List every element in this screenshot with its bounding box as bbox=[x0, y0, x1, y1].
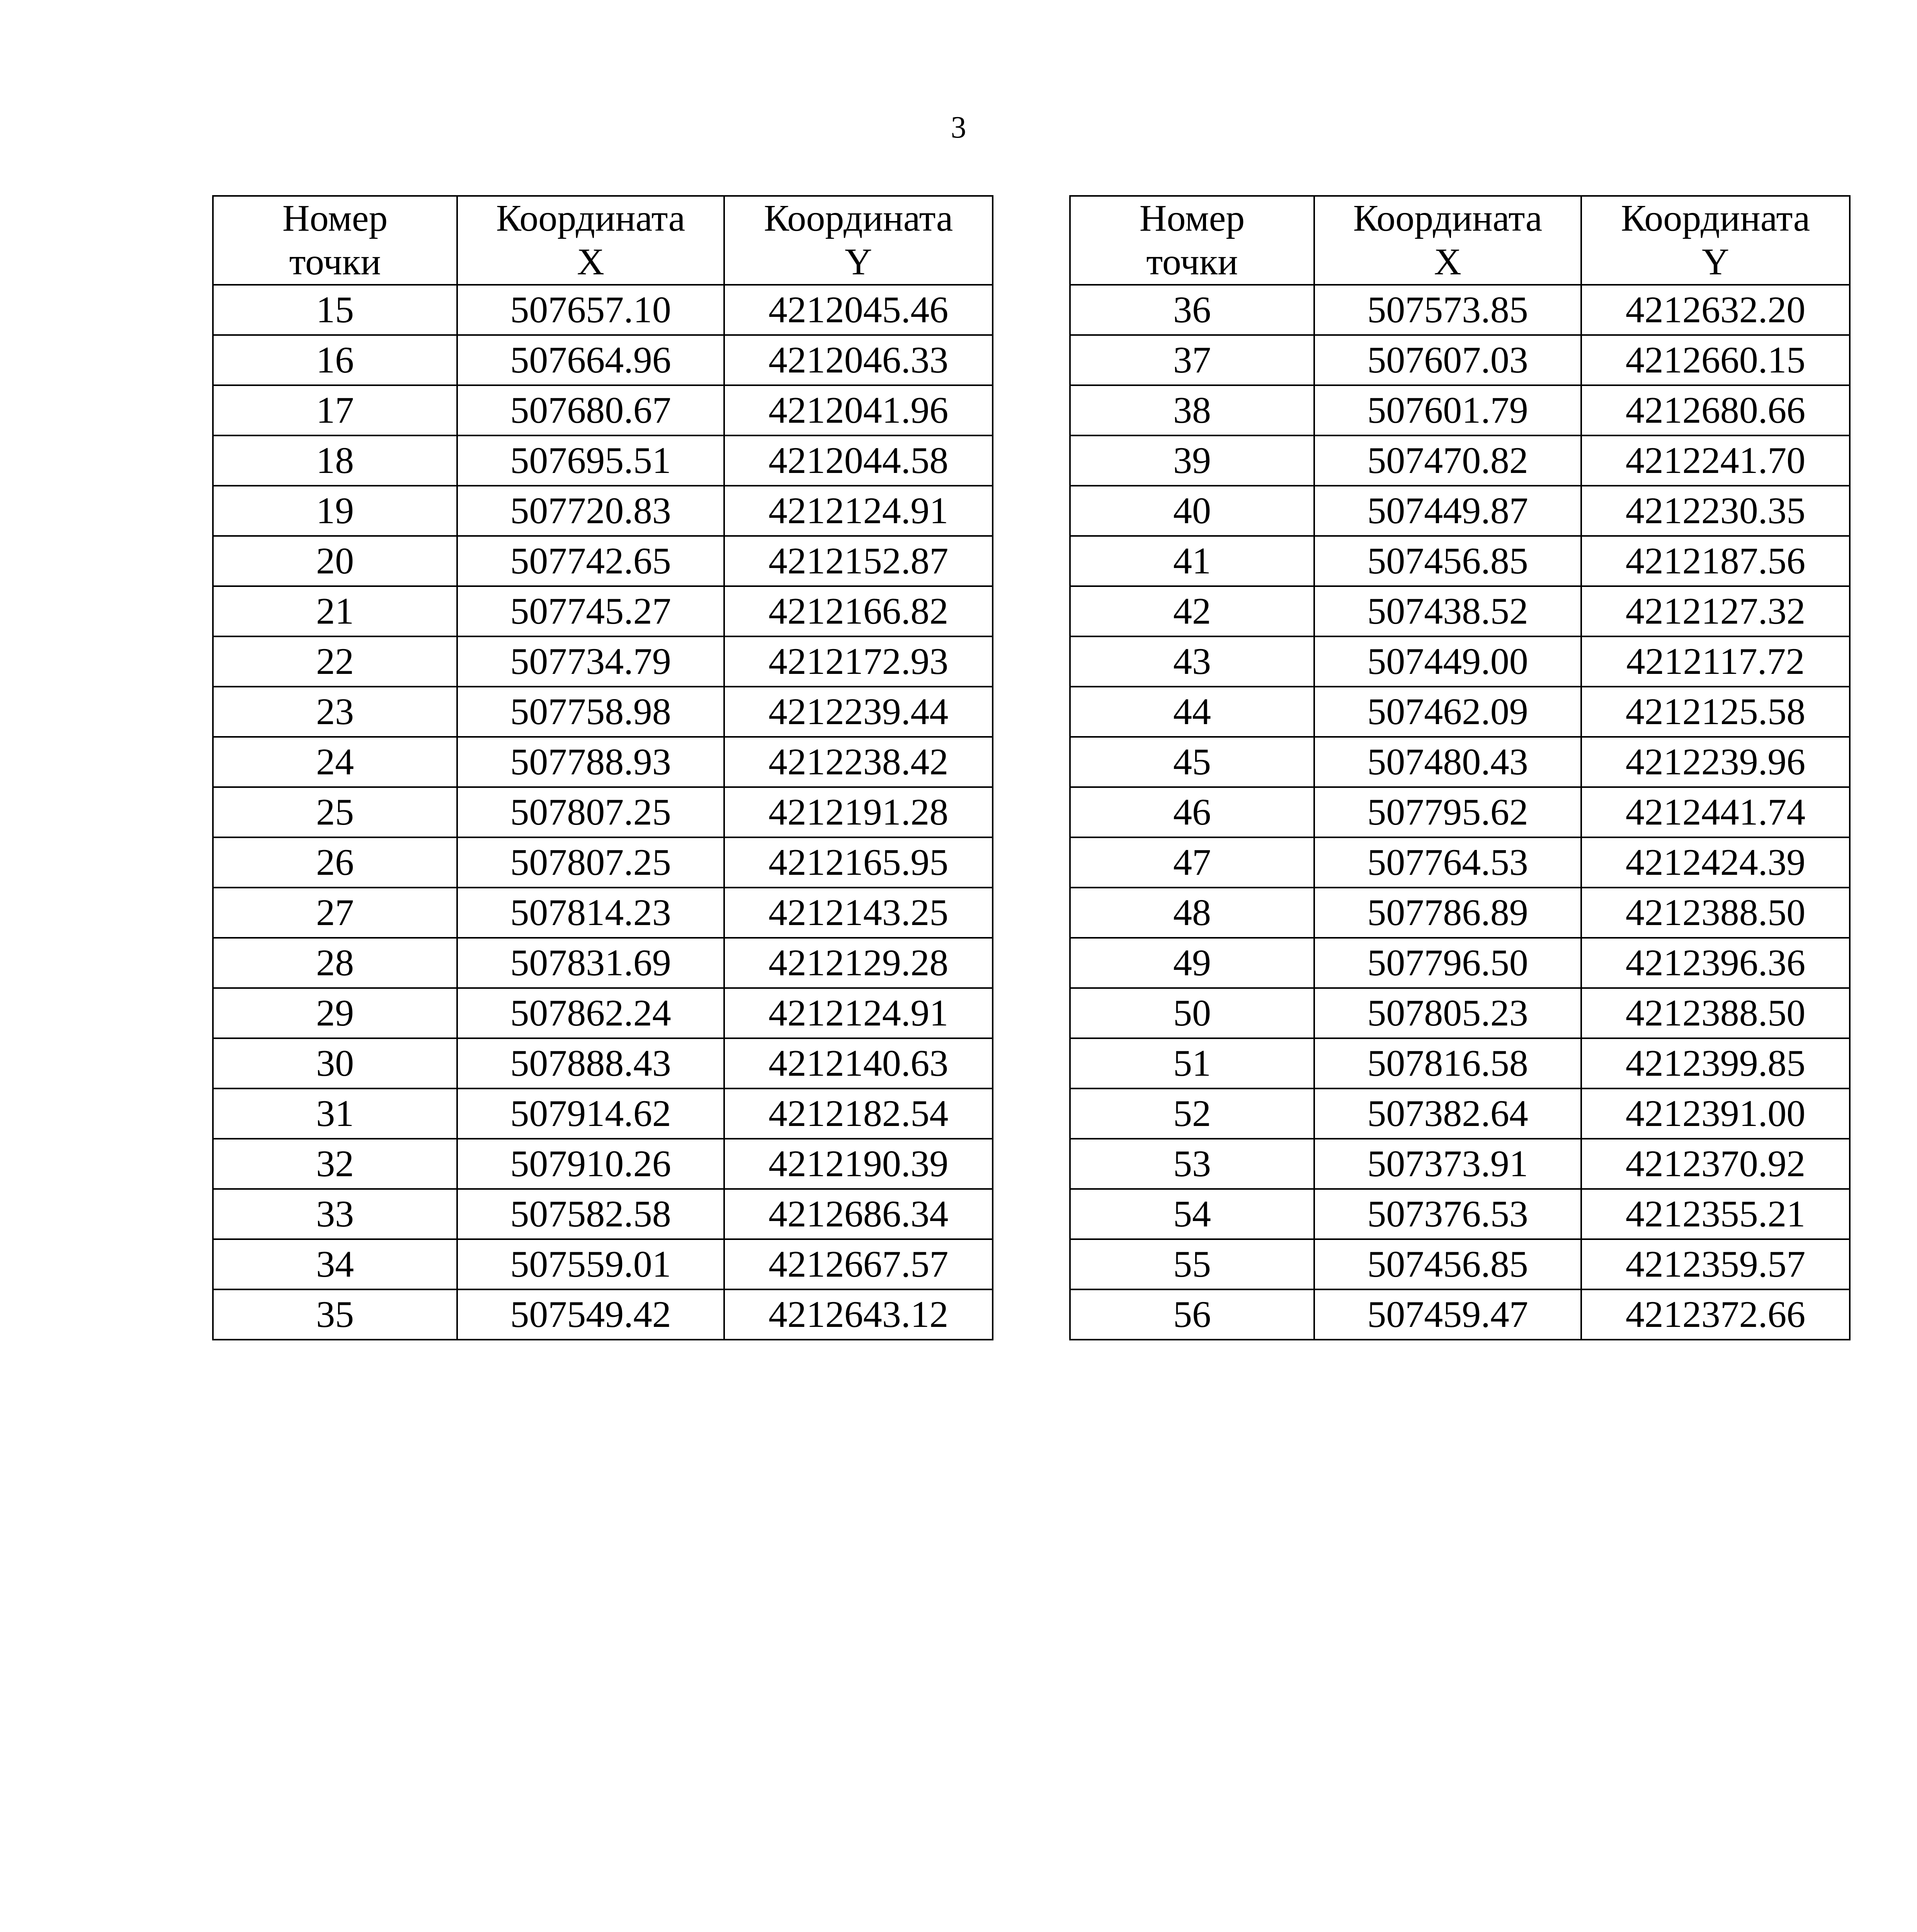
header-text: X bbox=[577, 241, 604, 283]
coordinate-y-cell: 4212441.74 bbox=[1581, 787, 1850, 837]
coordinate-x-cell: 507796.50 bbox=[1314, 938, 1581, 988]
table-row bbox=[213, 988, 993, 1038]
coordinate-x-cell: 507795.62 bbox=[1314, 787, 1581, 837]
table-row bbox=[213, 1088, 993, 1139]
coordinate-y-cell: 4212041.96 bbox=[724, 385, 993, 435]
point-number-cell: 34 bbox=[213, 1239, 457, 1289]
point-number-cell: 32 bbox=[213, 1139, 457, 1189]
header-text: Номер bbox=[1139, 197, 1245, 239]
point-number-cell: 20 bbox=[213, 536, 457, 586]
coordinate-x-cell: 507734.79 bbox=[457, 636, 724, 687]
point-number-cell: 25 bbox=[213, 787, 457, 837]
coordinate-x-cell: 507373.91 bbox=[1314, 1139, 1581, 1189]
point-number-cell: 48 bbox=[1070, 888, 1314, 938]
table-row bbox=[1070, 837, 1850, 888]
coordinate-x-cell: 507742.65 bbox=[457, 536, 724, 586]
coordinate-x-cell: 507582.58 bbox=[457, 1189, 724, 1239]
point-number-cell: 19 bbox=[213, 486, 457, 536]
table-row bbox=[1070, 737, 1850, 787]
page-number: 3 bbox=[951, 111, 966, 145]
coordinate-y-cell: 4212129.28 bbox=[724, 938, 993, 988]
point-number-cell: 56 bbox=[1070, 1289, 1314, 1340]
coordinate-y-cell: 4212686.34 bbox=[724, 1189, 993, 1239]
table-row bbox=[213, 1139, 993, 1189]
coordinate-y-cell: 4212143.25 bbox=[724, 888, 993, 938]
coordinate-y-cell: 4212424.39 bbox=[1581, 837, 1850, 888]
point-number-cell: 35 bbox=[213, 1289, 457, 1340]
coordinate-y-cell: 4212239.44 bbox=[724, 687, 993, 737]
coordinate-y-cell: 4212388.50 bbox=[1581, 888, 1850, 938]
coordinate-x-cell: 507807.25 bbox=[457, 787, 724, 837]
table-row bbox=[213, 486, 993, 536]
table-row bbox=[1070, 1088, 1850, 1139]
point-number-header bbox=[213, 196, 457, 285]
table-row bbox=[1070, 888, 1850, 938]
coordinate-y-cell: 4212044.58 bbox=[724, 435, 993, 486]
coordinate-y-cell: 4212117.72 bbox=[1581, 636, 1850, 687]
coordinate-y-cell: 4212372.66 bbox=[1581, 1289, 1850, 1340]
coordinate-y-cell: 4212045.46 bbox=[724, 285, 993, 335]
coordinate-x-cell: 507695.51 bbox=[457, 435, 724, 486]
table-row bbox=[1070, 435, 1850, 486]
coordinate-x-cell: 507601.79 bbox=[1314, 385, 1581, 435]
table-row bbox=[213, 536, 993, 586]
coordinate-x-cell: 507862.24 bbox=[457, 988, 724, 1038]
coordinate-x-cell: 507664.96 bbox=[457, 335, 724, 385]
table-row bbox=[1070, 285, 1850, 335]
table-row bbox=[213, 385, 993, 435]
table-row bbox=[1070, 335, 1850, 385]
coordinate-y-cell: 4212140.63 bbox=[724, 1038, 993, 1088]
coordinate-y-cell: 4212124.91 bbox=[724, 486, 993, 536]
coordinate-y-cell: 4212166.82 bbox=[724, 586, 993, 636]
coordinate-x-cell: 507910.26 bbox=[457, 1139, 724, 1189]
table-row bbox=[213, 737, 993, 787]
point-number-cell: 28 bbox=[213, 938, 457, 988]
coordinate-y-cell: 4212396.36 bbox=[1581, 938, 1850, 988]
coordinates-table-left bbox=[212, 195, 993, 1340]
point-number-cell: 40 bbox=[1070, 486, 1314, 536]
table-row bbox=[1070, 1189, 1850, 1239]
header-text: точки bbox=[1146, 241, 1238, 283]
table-row bbox=[1070, 988, 1850, 1038]
coordinate-x-cell: 507456.85 bbox=[1314, 536, 1581, 586]
coordinate-x-cell: 507456.85 bbox=[1314, 1239, 1581, 1289]
point-number-cell: 17 bbox=[213, 385, 457, 435]
coordinate-x-cell: 507914.62 bbox=[457, 1088, 724, 1139]
table-row bbox=[1070, 636, 1850, 687]
header-text: Y bbox=[845, 241, 872, 283]
coordinate-x-cell: 507764.53 bbox=[1314, 837, 1581, 888]
point-number-cell: 27 bbox=[213, 888, 457, 938]
coordinate-y-cell: 4212391.00 bbox=[1581, 1088, 1850, 1139]
point-number-cell: 55 bbox=[1070, 1239, 1314, 1289]
table-header-row bbox=[1070, 196, 1850, 285]
table-header-row bbox=[213, 196, 993, 285]
point-number-cell: 43 bbox=[1070, 636, 1314, 687]
coordinate-y-cell: 4212388.50 bbox=[1581, 988, 1850, 1038]
point-number-cell: 50 bbox=[1070, 988, 1314, 1038]
coordinate-y-cell: 4212046.33 bbox=[724, 335, 993, 385]
point-number-cell: 46 bbox=[1070, 787, 1314, 837]
coordinate-y-cell: 4212643.12 bbox=[724, 1289, 993, 1340]
coordinate-x-cell: 507573.85 bbox=[1314, 285, 1581, 335]
point-number-cell: 24 bbox=[213, 737, 457, 787]
table-row bbox=[213, 1289, 993, 1340]
point-number-cell: 44 bbox=[1070, 687, 1314, 737]
point-number-cell: 52 bbox=[1070, 1088, 1314, 1139]
coordinate-y-cell: 4212172.93 bbox=[724, 636, 993, 687]
table-row bbox=[213, 586, 993, 636]
coordinates-table-right bbox=[1069, 195, 1851, 1340]
table-row bbox=[1070, 486, 1850, 536]
table-row bbox=[1070, 586, 1850, 636]
coordinate-y-cell: 4212370.92 bbox=[1581, 1139, 1850, 1189]
coordinate-x-cell: 507449.00 bbox=[1314, 636, 1581, 687]
table-row bbox=[213, 787, 993, 837]
coordinate-y-cell: 4212239.96 bbox=[1581, 737, 1850, 787]
table-row bbox=[213, 435, 993, 486]
table-row bbox=[1070, 687, 1850, 737]
point-number-cell: 41 bbox=[1070, 536, 1314, 586]
coordinate-x-cell: 507376.53 bbox=[1314, 1189, 1581, 1239]
table-row bbox=[1070, 1038, 1850, 1088]
table-row bbox=[213, 1189, 993, 1239]
table-row bbox=[213, 1038, 993, 1088]
point-number-cell: 22 bbox=[213, 636, 457, 687]
point-number-cell: 49 bbox=[1070, 938, 1314, 988]
coordinate-y-cell: 4212667.57 bbox=[724, 1239, 993, 1289]
coordinate-x-cell: 507788.93 bbox=[457, 737, 724, 787]
point-number-cell: 37 bbox=[1070, 335, 1314, 385]
point-number-cell: 30 bbox=[213, 1038, 457, 1088]
coordinate-x-header bbox=[457, 196, 724, 285]
coordinate-y-cell: 4212165.95 bbox=[724, 837, 993, 888]
point-number-header bbox=[1070, 196, 1314, 285]
table-row bbox=[213, 938, 993, 988]
point-number-cell: 39 bbox=[1070, 435, 1314, 486]
coordinate-x-cell: 507449.87 bbox=[1314, 486, 1581, 536]
point-number-cell: 18 bbox=[213, 435, 457, 486]
point-number-cell: 16 bbox=[213, 335, 457, 385]
point-number-cell: 45 bbox=[1070, 737, 1314, 787]
coordinate-x-cell: 507559.01 bbox=[457, 1239, 724, 1289]
coordinate-x-cell: 507805.23 bbox=[1314, 988, 1581, 1038]
coordinate-y-cell: 4212127.32 bbox=[1581, 586, 1850, 636]
coordinate-y-cell: 4212125.58 bbox=[1581, 687, 1850, 737]
coordinate-y-cell: 4212190.39 bbox=[724, 1139, 993, 1189]
coordinate-x-cell: 507549.42 bbox=[457, 1289, 724, 1340]
coordinate-x-cell: 507607.03 bbox=[1314, 335, 1581, 385]
coordinate-y-header bbox=[724, 196, 993, 285]
header-text: Номер bbox=[282, 197, 388, 239]
point-number-cell: 26 bbox=[213, 837, 457, 888]
coordinate-x-cell: 507680.67 bbox=[457, 385, 724, 435]
coordinate-x-cell: 507807.25 bbox=[457, 837, 724, 888]
table-row bbox=[1070, 1289, 1850, 1340]
point-number-cell: 29 bbox=[213, 988, 457, 1038]
coordinate-x-cell: 507831.69 bbox=[457, 938, 724, 988]
point-number-cell: 21 bbox=[213, 586, 457, 636]
table-row bbox=[1070, 1239, 1850, 1289]
coordinate-x-cell: 507745.27 bbox=[457, 586, 724, 636]
point-number-cell: 36 bbox=[1070, 285, 1314, 335]
coordinate-y-cell: 4212632.20 bbox=[1581, 285, 1850, 335]
point-number-cell: 53 bbox=[1070, 1139, 1314, 1189]
point-number-cell: 31 bbox=[213, 1088, 457, 1139]
coordinate-x-cell: 507470.82 bbox=[1314, 435, 1581, 486]
coordinate-x-cell: 507462.09 bbox=[1314, 687, 1581, 737]
point-number-cell: 23 bbox=[213, 687, 457, 737]
point-number-cell: 51 bbox=[1070, 1038, 1314, 1088]
table-body bbox=[213, 285, 993, 1340]
table-body bbox=[1070, 285, 1850, 1340]
coordinate-y-cell: 4212660.15 bbox=[1581, 335, 1850, 385]
coordinate-x-cell: 507657.10 bbox=[457, 285, 724, 335]
coordinate-x-cell: 507758.98 bbox=[457, 687, 724, 737]
header-text: точки bbox=[289, 241, 381, 283]
table-row bbox=[1070, 787, 1850, 837]
coordinate-y-cell: 4212182.54 bbox=[724, 1088, 993, 1139]
table-row bbox=[213, 687, 993, 737]
coordinate-x-header bbox=[1314, 196, 1581, 285]
coordinate-y-cell: 4212355.21 bbox=[1581, 1189, 1850, 1239]
coordinate-x-cell: 507786.89 bbox=[1314, 888, 1581, 938]
coordinate-x-cell: 507816.58 bbox=[1314, 1038, 1581, 1088]
header-text: Y bbox=[1702, 241, 1729, 283]
coordinate-x-cell: 507438.52 bbox=[1314, 586, 1581, 636]
table-row bbox=[213, 335, 993, 385]
coordinate-y-header bbox=[1581, 196, 1850, 285]
coordinate-x-cell: 507888.43 bbox=[457, 1038, 724, 1088]
coordinate-x-cell: 507480.43 bbox=[1314, 737, 1581, 787]
coordinate-y-cell: 4212241.70 bbox=[1581, 435, 1850, 486]
coordinate-y-cell: 4212124.91 bbox=[724, 988, 993, 1038]
table-row bbox=[213, 285, 993, 335]
point-number-cell: 42 bbox=[1070, 586, 1314, 636]
table-row bbox=[213, 888, 993, 938]
table-row bbox=[213, 1239, 993, 1289]
point-number-cell: 15 bbox=[213, 285, 457, 335]
point-number-cell: 33 bbox=[213, 1189, 457, 1239]
coordinate-x-cell: 507382.64 bbox=[1314, 1088, 1581, 1139]
point-number-cell: 38 bbox=[1070, 385, 1314, 435]
table-row bbox=[1070, 1139, 1850, 1189]
header-text: Координата bbox=[1353, 197, 1543, 239]
header-text: Координата bbox=[496, 197, 685, 239]
coordinate-y-cell: 4212399.85 bbox=[1581, 1038, 1850, 1088]
header-text: X bbox=[1434, 241, 1461, 283]
table-row bbox=[1070, 536, 1850, 586]
point-number-cell: 54 bbox=[1070, 1189, 1314, 1239]
coordinate-y-cell: 4212191.28 bbox=[724, 787, 993, 837]
table-row bbox=[213, 636, 993, 687]
coordinate-y-cell: 4212230.35 bbox=[1581, 486, 1850, 536]
header-text: Координата bbox=[1621, 197, 1810, 239]
coordinate-x-cell: 507459.47 bbox=[1314, 1289, 1581, 1340]
coordinate-x-cell: 507720.83 bbox=[457, 486, 724, 536]
coordinate-y-cell: 4212680.66 bbox=[1581, 385, 1850, 435]
coordinate-y-cell: 4212359.57 bbox=[1581, 1239, 1850, 1289]
coordinate-y-cell: 4212187.56 bbox=[1581, 536, 1850, 586]
point-number-cell: 47 bbox=[1070, 837, 1314, 888]
table-row bbox=[1070, 938, 1850, 988]
table-row bbox=[213, 837, 993, 888]
header-text: Координата bbox=[764, 197, 953, 239]
table-row bbox=[1070, 385, 1850, 435]
coordinate-x-cell: 507814.23 bbox=[457, 888, 724, 938]
coordinate-y-cell: 4212238.42 bbox=[724, 737, 993, 787]
coordinate-y-cell: 4212152.87 bbox=[724, 536, 993, 586]
